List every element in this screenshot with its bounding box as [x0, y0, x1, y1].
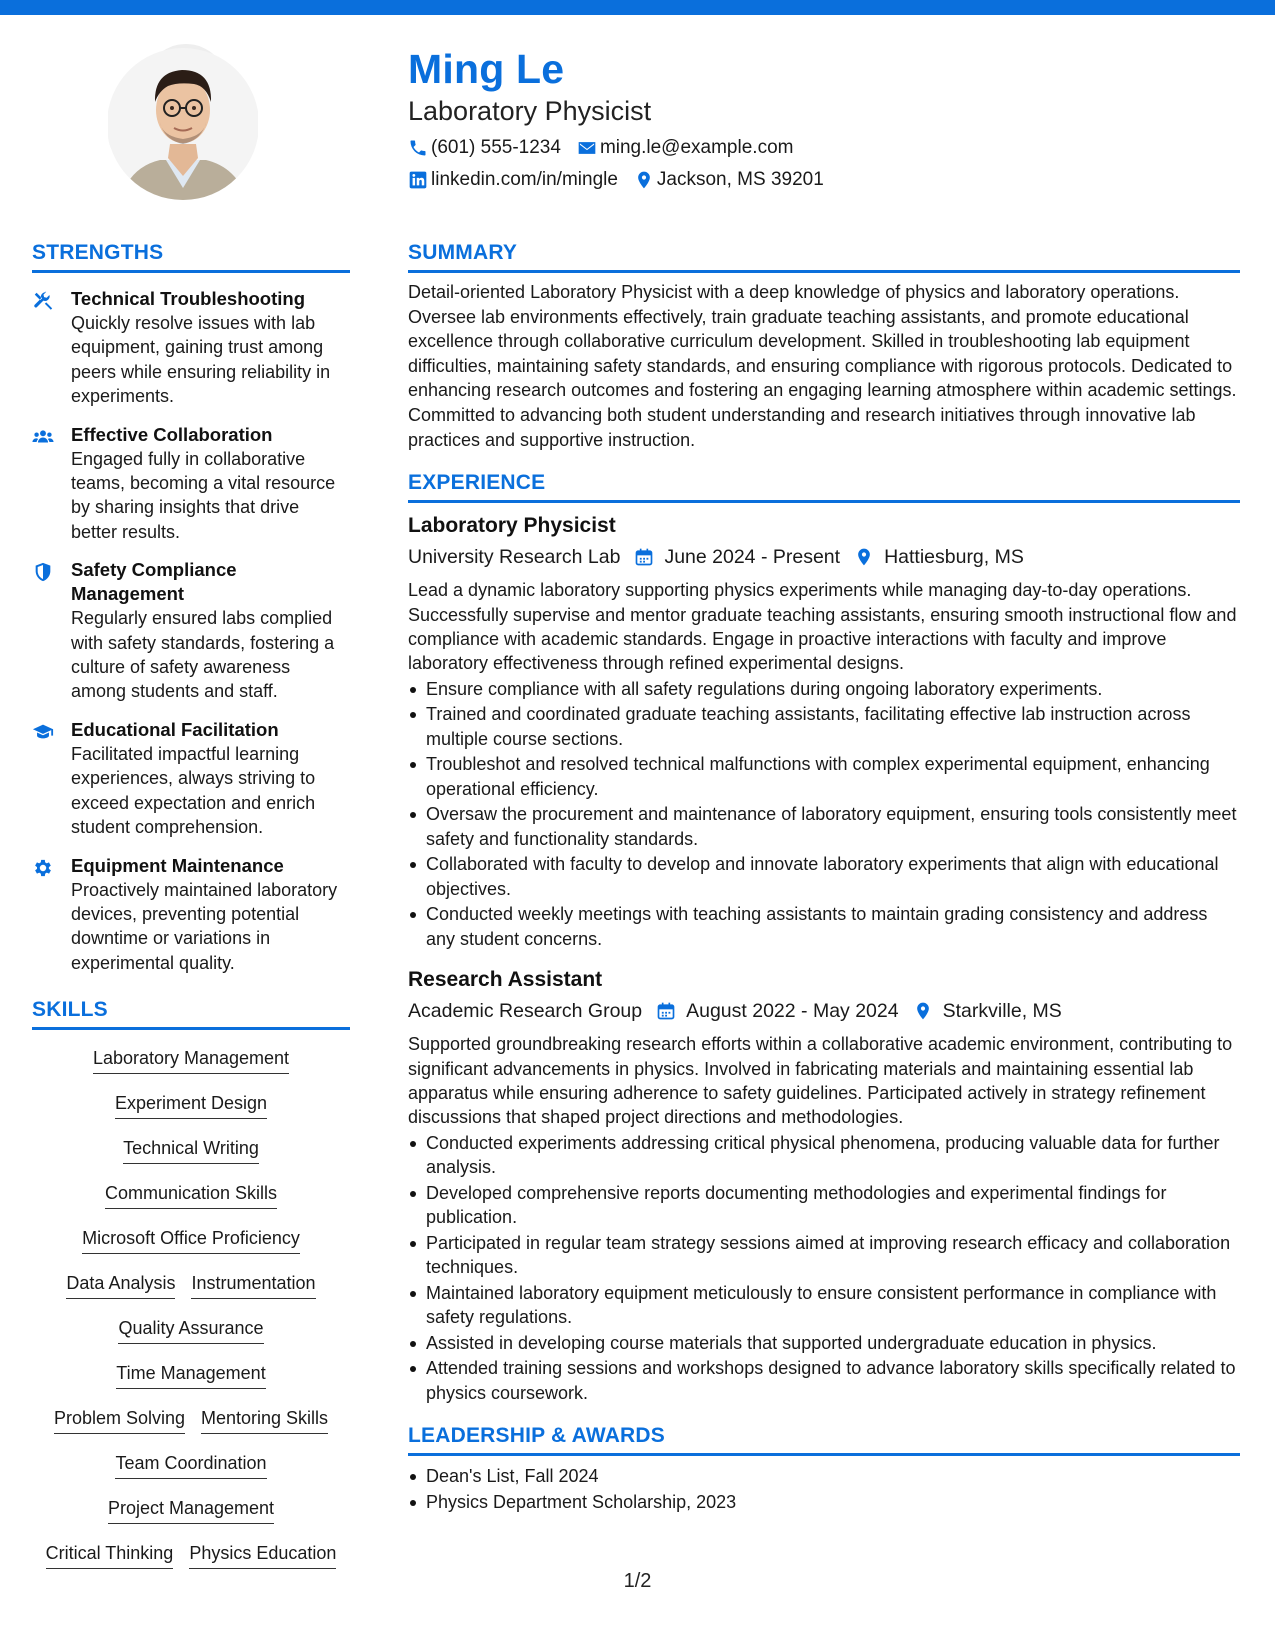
strength-item [32, 718, 350, 840]
phone-icon [408, 138, 428, 158]
gear-icon [32, 857, 54, 879]
list-item: Physics Department Scholarship, 2023 [408, 1490, 1240, 1514]
skill-row [85, 1046, 297, 1091]
strength-desc: Facilitated impactful learning experiences, always striving to exceed expectation and enrich student comprehension. [71, 743, 316, 838]
linkedin-icon [408, 170, 428, 190]
job-bullets [408, 1131, 1240, 1405]
list-item: Conducted weekly meetings with teaching assistants to maintain grading consistency and address any student concerns. [408, 902, 1240, 951]
strength-desc: Proactively maintained laboratory devices, preventing potential downtime or variations in experimental quality. [71, 879, 338, 973]
skill-tag: Microsoft Office Proficiency [82, 1226, 300, 1254]
strength-desc: Regularly ensured labs complied with safety standards, fostering a culture of safety awareness among students and staff. [71, 608, 335, 702]
job-org: Academic Research Group [408, 1000, 643, 1023]
right-column [408, 240, 1240, 1515]
strengths-heading: STRENGTHS [32, 240, 350, 273]
calendar-icon [634, 547, 654, 567]
job-meta [408, 996, 1240, 1026]
profile-photo [108, 36, 258, 208]
job-dates: June 2024 - Present [664, 546, 841, 569]
linkedin-text: linkedin.com/in/mingle [431, 169, 618, 190]
strength-item [32, 558, 350, 704]
skill-row [74, 1226, 308, 1271]
skill-tag: Quality Assurance [118, 1316, 263, 1344]
strength-desc: Quickly resolve issues with lab equipment, gaining trust among peers while ensuring reliability in experiments. [71, 313, 331, 407]
skills-heading: SKILLS [32, 997, 350, 1030]
phone-text: (601) 555-1234 [431, 137, 561, 158]
skill-tag: Time Management [116, 1361, 265, 1389]
map-pin-icon [634, 170, 654, 190]
job-dates-wrap [656, 996, 898, 1026]
skill-row [46, 1406, 336, 1451]
strength-item [32, 423, 350, 545]
email-text: ming.le@example.com [599, 137, 794, 158]
list-item: Oversaw the procurement and maintenance of laboratory equipment, ensuring tools consistently meet safety and functionality standards. [408, 802, 1240, 851]
list-item: Conducted experiments addressing critical physical phenomena, producing valuable data for further analysis. [408, 1131, 1240, 1180]
candidate-title: Laboratory Physicist [408, 96, 652, 126]
skill-tag: Mentoring Skills [201, 1406, 328, 1434]
skill-row [97, 1181, 285, 1226]
skill-row [107, 1091, 275, 1136]
skill-tag: Project Management [108, 1496, 274, 1524]
candidate-name: Ming Le [408, 46, 565, 92]
envelope-icon [577, 138, 597, 158]
contact-email[interactable] [577, 137, 794, 159]
job-dates: August 2022 - May 2024 [686, 1000, 899, 1023]
job-title: Research Assistant [408, 968, 603, 992]
skill-tag: Laboratory Management [93, 1046, 289, 1074]
calendar-icon [656, 1001, 676, 1021]
page-number: 1/2 [623, 1570, 652, 1592]
job-entry [408, 965, 1240, 1405]
skill-tag: Communication Skills [105, 1181, 277, 1209]
job-meta [408, 542, 1240, 572]
contact-row-1 [408, 132, 1238, 164]
skill-tag: Instrumentation [191, 1271, 315, 1299]
skill-row [110, 1316, 271, 1361]
summary-heading: SUMMARY [408, 240, 1240, 273]
skill-row [115, 1136, 267, 1181]
job-location: Starkville, MS [942, 1000, 1062, 1023]
contact-phone[interactable] [408, 137, 561, 159]
skill-tag: Data Analysis [66, 1271, 175, 1299]
summary-text: Detail-oriented Laboratory Physicist with a deep knowledge of physics and laboratory operations. Oversee lab environments effectively, train graduate teaching assistants, and promote educational excellence through collaborative curriculum development. Skilled in troubleshooting lab equipment difficulties, maintaining safety standards, and ensuring compliance with rigorous protocols. Dedicated to enhancing research outcomes and fostering an engaging learning atmosphere within academic settings. Committed to advancing both student understanding and research initiatives through innovative lab practices and supportive instruction. [408, 282, 1237, 450]
list-item: Ensure compliance with all safety regulations during ongoing laboratory experiments. [408, 677, 1240, 701]
map-pin-icon [913, 1001, 933, 1021]
map-pin-icon [854, 547, 874, 567]
contact-linkedin[interactable] [408, 169, 618, 191]
skill-tag: Experiment Design [115, 1091, 267, 1119]
strength-title: Safety Compliance Management [71, 559, 237, 605]
awards-list [408, 1464, 1240, 1514]
skill-row [58, 1271, 323, 1316]
skills-list [32, 1046, 350, 1586]
job-org: University Research Lab [408, 546, 621, 569]
shield-icon [32, 561, 54, 583]
strength-title: Technical Troubleshooting [71, 288, 306, 309]
tools-icon [32, 290, 54, 312]
job-title: Laboratory Physicist [408, 514, 616, 538]
skill-tag: Critical Thinking [46, 1541, 174, 1569]
strength-item [32, 287, 350, 409]
strength-desc: Engaged fully in collaborative teams, becoming a vital resource by sharing insights that drive better results. [71, 448, 336, 542]
awards-heading: LEADERSHIP & AWARDS [408, 1423, 1240, 1456]
list-item: Participated in regular team strategy sessions aimed at improving research efficacy and collaboration techniques. [408, 1231, 1240, 1280]
top-accent-bar [0, 0, 1275, 15]
skill-tag: Problem Solving [54, 1406, 185, 1434]
list-item: Attended training sessions and workshops designed to advance laboratory skills specifically related to physics coursework. [408, 1356, 1240, 1405]
job-location-wrap [913, 996, 1062, 1026]
job-description: Supported groundbreaking research efforts within a collaborative academic environment, contributing to significant advancements in physics. Involved in fabricating materials and maintaining essential lab apparatus while ensuring adherence to safety guidelines. Participated actively in strategy refinement discussions that shaped project directions and methodologies. [408, 1034, 1233, 1128]
job-entry [408, 511, 1240, 951]
location-text: Jackson, MS 39201 [656, 169, 824, 190]
strength-item [32, 854, 350, 976]
list-item: Maintained laboratory equipment meticulously to ensure consistent performance in compliance with safety regulations. [408, 1281, 1240, 1330]
job-bullets [408, 677, 1240, 951]
graduation-cap-icon [32, 721, 54, 743]
job-location: Hattiesburg, MS [884, 546, 1024, 569]
job-dates-wrap [634, 542, 840, 572]
skill-tag: Physics Education [189, 1541, 336, 1569]
skill-row [108, 1361, 273, 1406]
strength-title: Educational Facilitation [71, 718, 279, 740]
skill-tag: Team Coordination [115, 1451, 266, 1479]
list-item: Assisted in developing course materials that supported undergraduate education in physics. [408, 1331, 1240, 1355]
strength-title: Effective Collaboration [71, 423, 273, 445]
list-item: Collaborated with faculty to develop and innovate laboratory experiments that align with educational objectives. [408, 852, 1240, 901]
experience-heading: EXPERIENCE [408, 470, 1240, 503]
skill-row [107, 1451, 274, 1496]
list-item: Dean's List, Fall 2024 [408, 1464, 1240, 1488]
skill-row [100, 1496, 282, 1541]
job-description: Lead a dynamic laboratory supporting physics experiments while managing day-to-day operations. Successfully supervise and mentor graduate teaching assistants, ensuring smooth instructional flow and compliance with academic standards. Engage in proactive interactions with faculty and improve laboratory effectiveness through refined experimental designs. [408, 580, 1237, 674]
strength-title: Equipment Maintenance [71, 854, 284, 876]
contact-location [634, 169, 824, 191]
skill-tag: Technical Writing [123, 1136, 259, 1164]
job-location-wrap [854, 542, 1024, 572]
resume-header [408, 44, 1238, 196]
list-item: Trained and coordinated graduate teaching assistants, facilitating effective lab instruction across multiple course sections. [408, 702, 1240, 751]
list-item: Developed comprehensive reports documenting methodologies and experimental findings for publication. [408, 1181, 1240, 1230]
list-item: Troubleshot and resolved technical malfunctions with complex experimental equipment, enhancing operational efficiency. [408, 752, 1240, 801]
contact-row-2 [408, 164, 1238, 196]
users-icon [32, 426, 54, 448]
left-column [32, 240, 350, 1586]
